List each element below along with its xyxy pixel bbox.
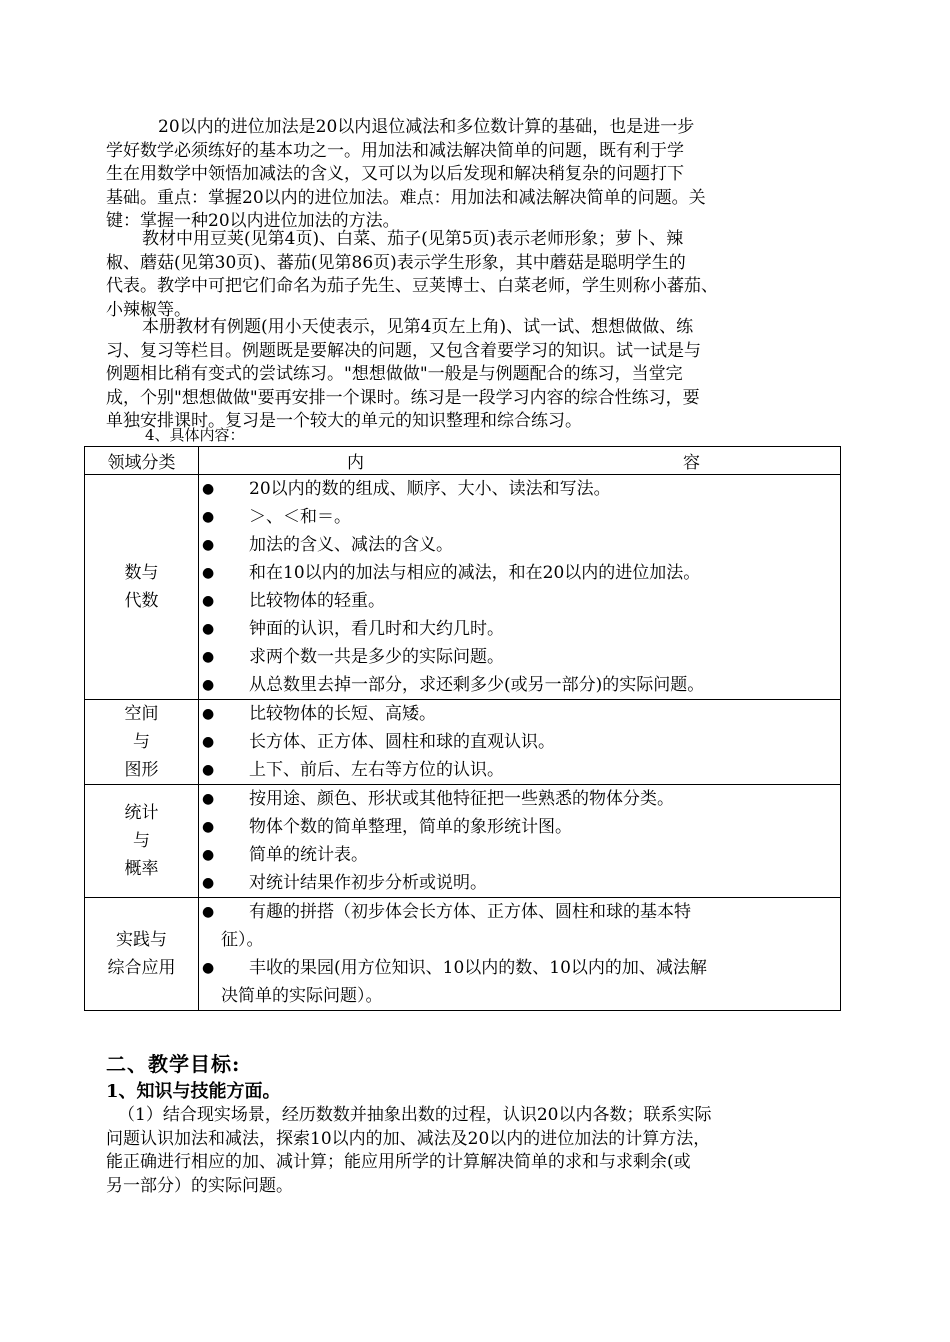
- table-row: [85, 700, 841, 785]
- bullet-icon: ●: [202, 649, 215, 665]
- category-cell: [85, 475, 199, 700]
- item-text: 丰收的果园(用方位知识、10以内的数、10以内的加、减法解: [249, 958, 707, 978]
- text-line: 习、复习等栏目。例题既是要解决的问题，又包含着要学习的知识。试一试是与: [106, 340, 701, 361]
- category-line: 与: [133, 831, 150, 851]
- text-line: 椒、蘑菇(见第30页)、蕃茄(见第86页)表示学生形象，其中蘑菇是聪明学生的: [106, 252, 686, 273]
- items-cell: [199, 700, 841, 785]
- bullet-icon: ●: [202, 875, 215, 891]
- list-item: [199, 756, 840, 784]
- category-line: 实践与: [116, 930, 167, 950]
- section-4-label: 4、具体内容：: [145, 426, 245, 444]
- bullet-icon: ●: [202, 481, 215, 497]
- list-item: [199, 559, 840, 587]
- header-content-char-1: 内: [347, 453, 364, 473]
- item-text: 长方体、正方体、圆柱和球的直观认识。: [249, 732, 555, 752]
- list-item: [199, 643, 840, 671]
- section-title: 二、教学目标:: [106, 1052, 241, 1076]
- intro-paragraph-1: [106, 116, 848, 234]
- bullet-icon: ●: [202, 621, 215, 637]
- text-line: 教材中用豆荚(见第4页)、白菜、茄子(见第5页)表示老师形象；萝卜、辣: [142, 229, 684, 249]
- list-item: [199, 503, 840, 531]
- item-text: ＞、＜和＝。: [249, 507, 351, 527]
- item-text: 上下、前后、左右等方位的认识。: [249, 760, 504, 780]
- item-text-continued: 征）。: [221, 930, 264, 950]
- item-text: 简单的统计表。: [249, 845, 368, 865]
- items-cell: [199, 898, 841, 1011]
- bullet-icon: ●: [202, 847, 215, 863]
- header-domain: 领域分类: [85, 447, 199, 475]
- list-item: [199, 531, 840, 559]
- list-item: [199, 869, 840, 897]
- list-item: [199, 587, 840, 615]
- bullet-icon: ●: [202, 791, 215, 807]
- category-line: 概率: [124, 859, 159, 879]
- table-row: [85, 785, 841, 898]
- bullet-icon: ●: [202, 904, 215, 920]
- bullet-icon: ●: [202, 819, 215, 835]
- item-text: 对统计结果作初步分析或说明。: [249, 873, 487, 893]
- list-item: [199, 728, 840, 756]
- text-line: 学好数学必须练好的基本功之一。用加法和减法解决简单的问题，既有利于学: [106, 140, 684, 161]
- text-line: 基础。重点：掌握20以内的进位加法。难点：用加法和减法解决简单的问题。关: [106, 187, 706, 208]
- bullet-icon: ●: [202, 706, 215, 722]
- bullet-icon: ●: [202, 677, 215, 693]
- intro-paragraph-3: [106, 316, 848, 434]
- list-item: [199, 785, 840, 813]
- table-row: [85, 898, 841, 1011]
- content-table: [84, 446, 841, 1011]
- item-text: 比较物体的长短、高矮。: [249, 704, 436, 724]
- list-item: [199, 615, 840, 643]
- category-line: 统计: [124, 803, 159, 823]
- category-cell: [85, 898, 199, 1011]
- item-text: 20以内的数的组成、顺序、大小、读法和写法。: [249, 479, 611, 499]
- text-line: 20以内的进位加法是20以内退位减法和多位数计算的基础，也是进一步: [158, 117, 695, 137]
- text-line: 成，个别"想想做做"要再安排一个课时。练习是一段学习内容的综合性练习，要: [106, 387, 700, 408]
- text-line: 代表。教学中可把它们命名为茄子先生、豆荚博士、白菜老师，学生则称小蕃茄、: [106, 276, 718, 297]
- category-line: 图形: [124, 760, 159, 780]
- category-line: 代数: [124, 591, 159, 611]
- list-item: [199, 671, 840, 699]
- category-line: 数与: [124, 563, 159, 583]
- subsection-title: 1、知识与技能方面。: [106, 1081, 281, 1102]
- header-content: [199, 447, 841, 475]
- text-line: 单独安排课时。复习是一个较大的单元的知识整理和综合练习。: [106, 411, 582, 432]
- table-header-row: [85, 447, 841, 475]
- item-text: 物体个数的简单整理，简单的象形统计图。: [249, 817, 572, 837]
- objectives-paragraph: [106, 1104, 848, 1198]
- text-line: 例题相比稍有变式的尝试练习。"想想做做"一般是与例题配合的练习，当堂完: [106, 364, 683, 385]
- list-item: [199, 700, 840, 728]
- bullet-icon: ●: [202, 960, 215, 976]
- text-line: 键：掌握一种20以内进位加法的方法。: [106, 211, 400, 232]
- bullet-icon: ●: [202, 734, 215, 750]
- bullet-icon: ●: [202, 565, 215, 581]
- item-text: 按用途、颜色、形状或其他特征把一些熟悉的物体分类。: [249, 789, 674, 809]
- bullet-icon: ●: [202, 593, 215, 609]
- text-line: 另一部分）的实际问题。: [106, 1175, 293, 1196]
- bullet-icon: ●: [202, 762, 215, 778]
- text-line: 问题认识加法和减法，探索10以内的加、减法及20以内的进位加法的计算方法，: [106, 1128, 711, 1149]
- category-line: 综合应用: [107, 958, 176, 978]
- text-line: 小辣椒等。: [106, 299, 191, 320]
- bullet-icon: ●: [202, 509, 215, 525]
- bullet-icon: ●: [202, 537, 215, 553]
- header-content-char-2: 容: [683, 453, 700, 473]
- item-text: 钟面的认识，看几时和大约几时。: [249, 619, 504, 639]
- intro-paragraph-2: [106, 228, 848, 322]
- items-cell: [199, 785, 841, 898]
- item-text: 有趣的拼搭（初步体会长方体、正方体、圆柱和球的基本特: [249, 902, 691, 922]
- list-item: [199, 475, 840, 503]
- items-cell: [199, 475, 841, 700]
- item-text: 从总数里去掉一部分，求还剩多少(或另一部分)的实际问题。: [249, 675, 705, 695]
- item-text-continued: 决简单的实际问题）。: [221, 986, 383, 1006]
- category-cell: [85, 700, 199, 785]
- table-row: [85, 475, 841, 700]
- text-line: 本册教材有例题(用小天使表示，见第4页左上角)、试一试、想想做做、练: [142, 317, 694, 337]
- list-item: [199, 841, 840, 869]
- text-line: （1）结合现实场景，经历数数并抽象出数的过程，认识20以内各数；联系实际: [118, 1105, 712, 1125]
- list-item: [199, 813, 840, 841]
- category-line: 与: [133, 732, 150, 752]
- category-line: 空间: [124, 704, 159, 724]
- text-line: 生在用数学中领悟加减法的含义，又可以为以后发现和解决稍复杂的问题打下: [106, 164, 684, 185]
- item-text: 加法的含义、减法的含义。: [249, 535, 453, 555]
- text-line: 能正确进行相应的加、减计算；能应用所学的计算解决简单的求和与求剩余(或: [106, 1152, 691, 1173]
- item-text: 求两个数一共是多少的实际问题。: [249, 647, 504, 667]
- category-cell: [85, 785, 199, 898]
- list-item: [199, 898, 840, 954]
- item-text: 和在10以内的加法与相应的减法，和在20以内的进位加法。: [249, 563, 701, 583]
- list-item: [199, 954, 840, 1010]
- item-text: 比较物体的轻重。: [249, 591, 385, 611]
